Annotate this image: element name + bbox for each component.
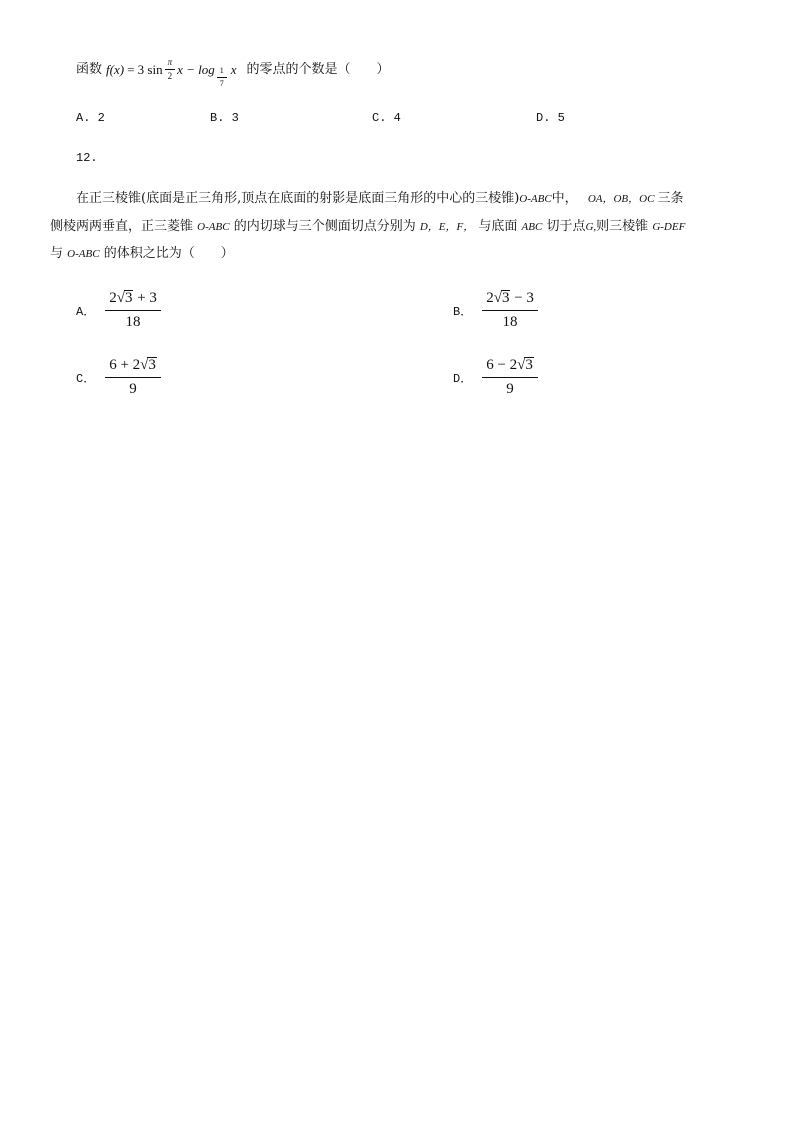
q12-number: 12. [76,151,98,165]
sqrt-icon: √ 3 [517,357,533,373]
q12-line3 [50,241,234,267]
q11-option-b[interactable]: B. 3 [210,111,239,125]
q11-x: x [230,61,237,77]
q12-option-d-denominator: 9 [506,381,514,397]
q11-option-c[interactable]: C. 4 [372,111,401,125]
q12-option-b-fraction [482,290,538,330]
q11-pi-over-2 [165,58,176,81]
q12-option-a-label: A． [76,304,96,319]
q12-option-c-fraction [105,357,161,397]
q12-option-a-fraction [105,290,161,330]
q11-two: 2 [167,70,173,81]
q12-line1-edges: OA，OB，OC [587,193,655,205]
q12-option-a-num-post: + 3 [133,290,157,306]
q12-option-b-num-pre: 2 [486,290,494,306]
q12-line2 [50,214,685,240]
q12-option-d[interactable] [453,357,540,397]
q12-line2-text-i: 则三棱锥 [596,219,649,234]
q12-line2-text-g: 切于点 [546,219,586,234]
q12-option-d-label: D． [453,371,473,386]
q11-log-base-den: 7 [219,78,224,88]
q12-line2-def: D，E，F， [419,221,475,233]
q11-x-minus-log: x − log [177,61,215,77]
q12-option-b-radicand: 3 [501,290,510,306]
q12-option-b[interactable] [453,290,540,330]
q12-option-d-num-pre: 6 − 2 [486,357,518,373]
q12-option-c-numerator [105,357,161,378]
sqrt-icon: √ 3 [116,290,133,306]
q11-pi: π [165,58,176,70]
q12-option-a-radicand: 3 [124,290,133,306]
q12-option-c[interactable] [76,357,163,397]
q12-line3-text-a: 与 [50,246,64,261]
q12-option-c-denominator: 9 [129,381,137,397]
q12-option-a[interactable] [76,290,163,330]
q12-option-a-num-pre: 2 [109,290,117,306]
q12-line2-o-abc: O-ABC [197,221,230,233]
q11-fx: f(x) [106,61,125,77]
q11-option-a[interactable]: A. 2 [76,111,105,125]
q11-log-base-num: 1 [217,67,227,78]
q12-line3-text-c: 的体积之比为（ ） [103,246,234,261]
q12-option-a-numerator [105,290,161,311]
q12-option-b-num-post: − 3 [510,290,534,306]
q12-option-d-fraction [482,357,538,397]
q12-option-c-label: C． [76,371,96,386]
q12-option-b-denominator: 18 [502,314,518,330]
q12-option-b-numerator [482,290,538,311]
q12-line1-o-abc: O-ABC [519,193,552,205]
q11-formula [106,51,237,88]
q12-line2-text-e: 与底面 [478,219,518,234]
q12-option-b-label: B． [453,304,473,319]
q11-lead: 函数 [76,61,103,77]
q11-eq-3sin: = 3 sin [127,61,163,77]
sqrt-icon: √ 3 [140,357,156,373]
q11-option-d[interactable]: D. 5 [536,111,565,125]
q12-line1-text-c: 中， [551,191,578,206]
q12-option-c-radicand: 3 [148,357,156,373]
q12-line2-text-c: 的内切球与三个侧面切点分别为 [233,219,416,234]
q12-line1 [76,186,683,212]
q12-option-c-num-pre: 6 + 2 [109,357,141,373]
q11-tail: 的零点的个数是（ ） [246,61,390,77]
q12-line2-point-g: G, [585,221,597,233]
q11-log-base [217,67,227,88]
q12-line2-abc: ABC [521,221,543,233]
q12-option-d-numerator [482,357,538,378]
q11-stem [76,54,390,88]
sqrt-icon: √ 3 [493,290,510,306]
q12-line2-text-a: 侧棱两两垂直，正三菱锥 [50,219,194,234]
q12-line2-g-def: G-DEF [652,221,686,233]
q12-line3-o-abc: O-ABC [67,248,100,260]
q12-line1-text-a: 在正三棱锥(底面是正三角形,顶点在底面的射影是底面三角形的中心的三棱锥) [76,191,520,206]
q12-option-a-denominator: 18 [125,314,141,330]
q12-option-d-radicand: 3 [525,357,533,373]
q12-line1-text-e: 三条 [657,191,684,206]
